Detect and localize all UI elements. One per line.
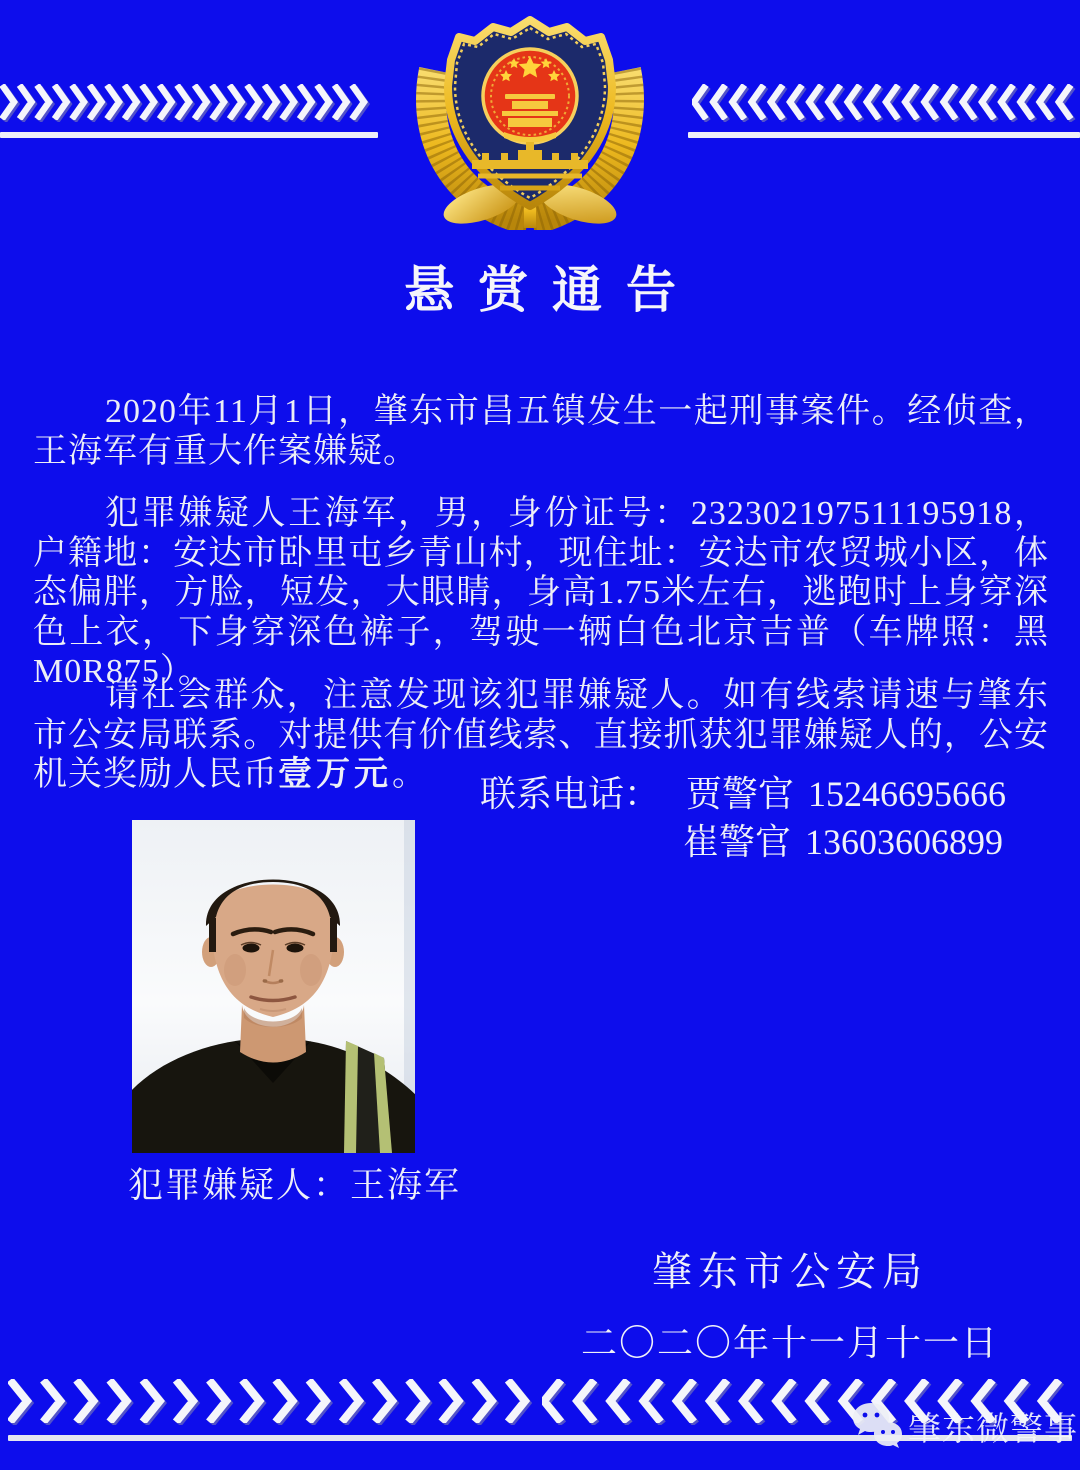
contact-block: [480, 770, 1006, 866]
paragraph-incident-text: 2020年11月1日，肇东市昌五镇发生一起刑事案件。经侦查，王海军有重大作案嫌疑。: [33, 393, 1049, 470]
watermark-text: 肇东微警事: [908, 1409, 1078, 1447]
photo-caption: 犯罪嫌疑人：王海军: [128, 1166, 462, 1205]
issuing-authority: 肇东市公安局: [652, 1249, 928, 1294]
notice-title: 悬赏通告: [404, 262, 700, 318]
bottom-left-chevrons: [8, 1379, 540, 1423]
suspect-photo: [132, 820, 415, 1153]
reward-amount: 壹万元: [278, 756, 392, 793]
officer-1-phone: 15246695666: [808, 774, 1007, 814]
issue-date: 二〇二〇年十一月十一日: [580, 1323, 999, 1363]
top-left-chevrons: [0, 84, 378, 120]
top-right-chevrons: [692, 84, 1080, 120]
officer-1-name: 贾警官: [686, 774, 795, 814]
paragraph-appeal-end: 。: [392, 756, 427, 793]
officer-2-phone: 13603606899: [805, 822, 1004, 862]
officer-2-name: 崔警官: [683, 822, 792, 862]
top-right-rule: [688, 132, 1080, 138]
watermark: [850, 1396, 1078, 1456]
paragraph-incident: [33, 392, 1049, 471]
top-left-rule: [0, 132, 378, 138]
signature-block: [520, 1240, 1060, 1366]
police-badge-emblem: [404, 8, 656, 230]
wechat-icon: [850, 1396, 904, 1456]
paragraph-suspect-description: [33, 494, 1049, 692]
contact-label: 联系电话：: [480, 774, 661, 814]
paragraph-appeal-text: 请社会群众，注意发现该犯罪嫌疑人。如有线索请速与肇东市公安局联系。对提供有价值线索、直接抓获犯罪嫌疑人的，公安机关奖励人民币: [33, 677, 1049, 793]
contact-line-2: [480, 818, 1006, 866]
contact-line-1: [480, 770, 1006, 818]
paragraph-suspect-text: 犯罪嫌疑人王海军，男，身份证号：232302197511195918，户籍地：安达市卧里屯乡青山村，现住址：安达市农贸城小区，体态偏胖，方脸，短发，大眼睛，身高1.75米左右，逃跑时上身穿深色上衣，下身穿深色裤子，驾驶一辆白色北京吉普（车牌照：黑M0R875）。: [33, 495, 1049, 690]
